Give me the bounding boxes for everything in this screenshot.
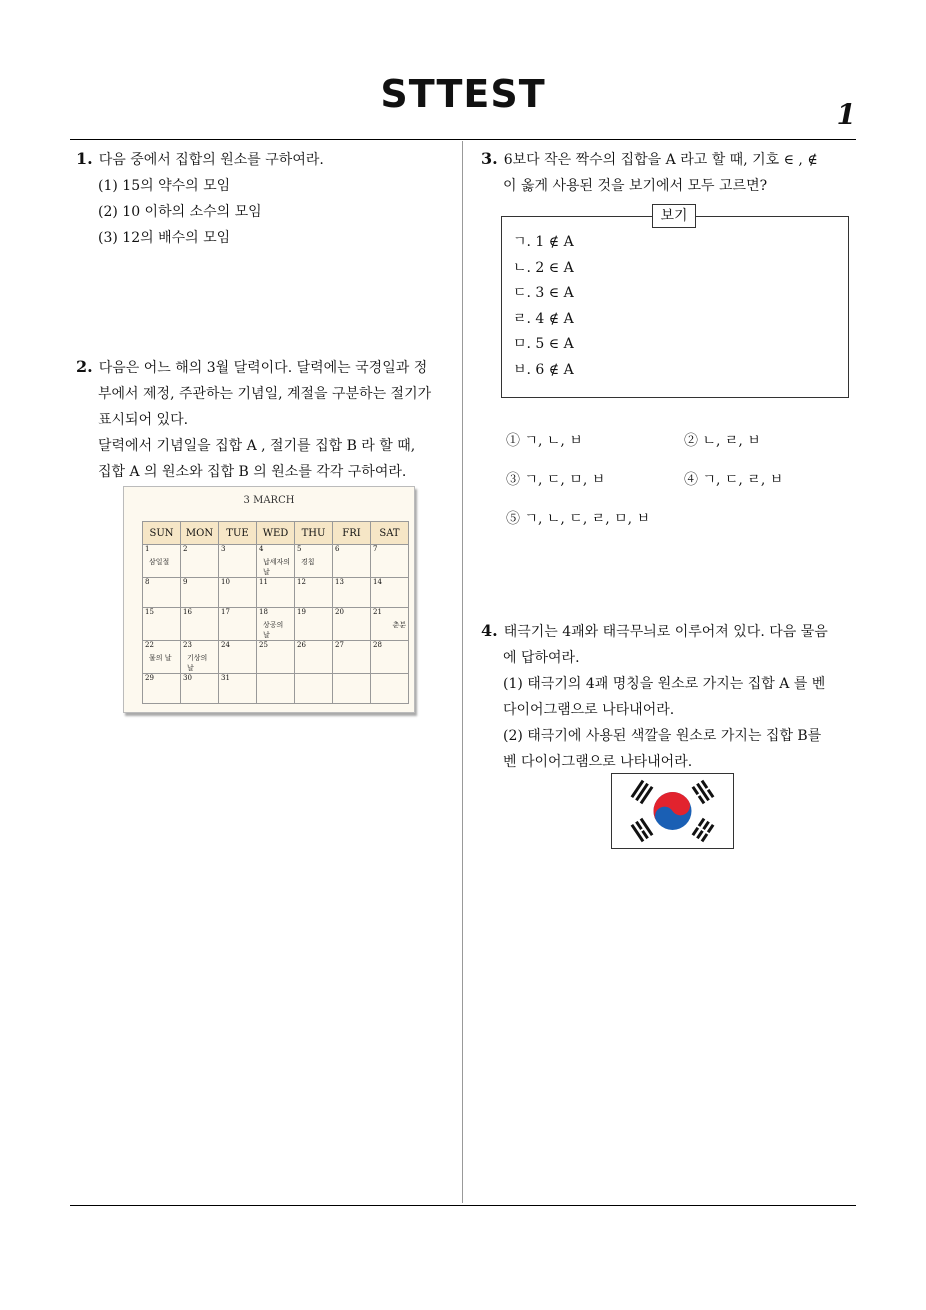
calendar-day-cell [371,674,409,704]
sub-item: (1) 15의 약수의 모임 [98,178,231,194]
calendar-day-cell [219,641,257,674]
calendar-date: 14 [373,578,382,586]
calendar-event: 춘분 [392,621,406,629]
calendar-date: 7 [373,545,378,553]
question-3 [481,146,818,199]
calendar-day-cell [219,578,257,608]
calendar-day-cell [219,545,257,578]
calendar-day-cell [143,641,181,674]
bogi-label: 보기 [652,204,696,228]
question-text: 집합 A 의 원소와 집합 B 의 원소를 각각 구하여라. [98,464,407,480]
calendar-date: 18 [259,608,268,616]
calendar-day-cell [143,545,181,578]
question-number: 4. [481,621,498,640]
column-divider [462,141,463,1203]
bogi-item: ㅂ. 6 ∉ A [513,361,574,378]
calendar-date: 11 [259,578,268,586]
calendar-date: 31 [221,674,230,682]
calendar-grid [142,521,409,704]
calendar-event: 기상의 날 [187,654,208,672]
calendar-date: 13 [335,578,344,586]
question-text: 벤 다이어그램으로 나타내어라. [503,754,693,770]
calendar-date: 2 [183,545,188,553]
calendar-date: 10 [221,578,230,586]
question-number: 3. [481,149,498,168]
calendar-day-cell [333,608,371,641]
korean-flag-image [611,773,734,849]
top-rule [70,139,856,140]
calendar-week-row [143,608,409,641]
calendar-date: 22 [145,641,154,649]
question-4 [481,618,828,775]
calendar-day-cell [257,608,295,641]
calendar-date: 19 [297,608,306,616]
calendar-day-cell [257,578,295,608]
calendar-date: 6 [335,545,340,553]
calendar-date: 3 [221,545,226,553]
bogi-item: ㄹ. 4 ∉ A [513,310,574,327]
calendar-day-cell [333,545,371,578]
calendar-date: 20 [335,608,344,616]
question-text: 달력에서 기념일을 집합 A , 절기를 집합 B 라 할 때, [98,438,416,454]
page-title: STTEST [380,72,546,116]
calendar-day-cell [181,674,219,704]
choice-5[interactable]: ⑤ ㄱ, ㄴ, ㄷ, ㄹ, ㅁ, ㅂ [506,511,651,527]
question-text: 다음은 어느 해의 3월 달력이다. 달력에는 국경일과 정 [98,360,428,376]
question-2 [76,354,431,485]
calendar-day-cell [333,578,371,608]
calendar-day-header: THU [295,522,333,545]
march-calendar [123,486,415,713]
calendar-date: 24 [221,641,230,649]
calendar-date: 16 [183,608,192,616]
calendar-week-row [143,545,409,578]
calendar-date: 29 [145,674,154,682]
question-text: 이 옳게 사용된 것을 보기에서 모두 고르면? [503,178,768,194]
bogi-items [513,230,574,384]
question-text: 부에서 제정, 주관하는 기념일, 계절을 구분하는 절기가 [98,386,432,402]
calendar-date: 30 [183,674,192,682]
calendar-day-cell [181,641,219,674]
calendar-day-cell [371,641,409,674]
question-text: 에 답하여라. [503,650,580,666]
calendar-title: 3 MARCH [243,495,295,506]
question-text: 다이어그램으로 나타내어라. [503,702,675,718]
calendar-day-cell [371,578,409,608]
calendar-event: 납세자의 날 [263,558,291,576]
calendar-day-cell [257,674,295,704]
bogi-item: ㄷ. 3 ∈ A [513,285,574,302]
choice-1[interactable]: ① ㄱ, ㄴ, ㅂ [506,433,583,449]
calendar-date: 23 [183,641,192,649]
calendar-event: 삼일절 [149,558,170,566]
calendar-day-cell [295,674,333,704]
calendar-date: 4 [259,545,264,553]
calendar-day-cell [143,578,181,608]
question-text: 6보다 작은 짝수의 집합을 A 라고 할 때, 기호 ∈ , ∉ [503,152,818,168]
calendar-day-cell [181,608,219,641]
calendar-date: 25 [259,641,268,649]
bottom-rule [70,1205,856,1206]
calendar-day-cell [295,545,333,578]
bogi-item: ㄴ. 2 ∈ A [513,259,574,276]
calendar-date: 15 [145,608,154,616]
calendar-week-row [143,641,409,674]
calendar-day-cell [181,545,219,578]
calendar-day-header: WED [257,522,295,545]
calendar-date: 5 [297,545,302,553]
calendar-day-cell [143,608,181,641]
calendar-day-header: TUE [219,522,257,545]
question-text: (2) 태극기에 사용된 색깔을 원소로 가지는 집합 B를 [503,728,822,744]
calendar-day-cell [371,608,409,641]
calendar-date: 12 [297,578,306,586]
bogi-item: ㄱ. 1 ∉ A [513,234,574,250]
page-number: 1 [836,98,856,131]
calendar-day-header: FRI [333,522,371,545]
calendar-day-cell [257,545,295,578]
calendar-date: 26 [297,641,306,649]
calendar-day-cell [143,674,181,704]
calendar-day-cell [295,608,333,641]
question-text: 표시되어 있다. [98,412,189,428]
calendar-day-cell [219,674,257,704]
calendar-date: 28 [373,641,382,649]
question-text: 태극기는 4괘와 태극무늬로 이루어져 있다. 다음 물음 [503,624,828,640]
sub-item: (2) 10 이하의 소수의 모임 [98,204,262,220]
calendar-day-cell [333,641,371,674]
choice-4[interactable]: ④ ㄱ, ㄷ, ㄹ, ㅂ [684,472,784,488]
calendar-day-cell [295,578,333,608]
calendar-date: 9 [183,578,188,586]
calendar-week-row [143,674,409,704]
calendar-event: 경칩 [301,558,315,566]
calendar-event: 상공의 날 [263,621,284,639]
question-text: 다음 중에서 집합의 원소를 구하여라. [98,152,324,168]
sub-item: (3) 12의 배수의 모임 [98,230,231,246]
choice-3[interactable]: ③ ㄱ, ㄷ, ㅁ, ㅂ [506,472,606,488]
calendar-day-header: SAT [371,522,409,545]
question-text: (1) 태극기의 4괘 명칭을 원소로 가지는 집합 A 를 벤 [503,676,826,692]
question-number: 2. [76,357,93,376]
calendar-date: 27 [335,641,344,649]
calendar-week-row [143,578,409,608]
calendar-event: 물의 날 [149,654,172,662]
taegukgi-icon [612,774,733,848]
choice-2[interactable]: ② ㄴ, ㄹ, ㅂ [684,433,761,449]
calendar-day-cell [333,674,371,704]
calendar-day-cell [257,641,295,674]
calendar-day-cell [371,545,409,578]
calendar-day-header: MON [181,522,219,545]
bogi-item: ㅁ. 5 ∈ A [513,336,574,353]
calendar-date: 21 [373,608,382,616]
calendar-date: 17 [221,608,230,616]
calendar-day-header: SUN [143,522,181,545]
calendar-date: 1 [145,545,150,553]
calendar-date: 8 [145,578,150,586]
question-number: 1. [76,149,93,168]
question-1 [76,146,324,251]
calendar-day-cell [219,608,257,641]
calendar-day-cell [295,641,333,674]
calendar-day-cell [181,578,219,608]
